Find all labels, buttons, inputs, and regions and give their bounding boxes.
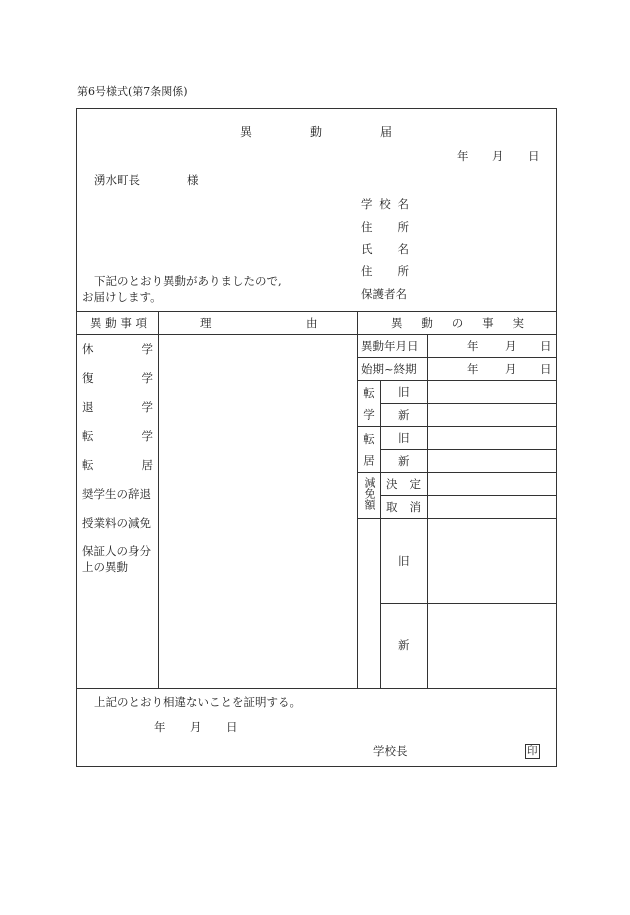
form-label: 第6号様式(第7条関係) xyxy=(77,85,188,98)
address-label: 住 所 xyxy=(361,220,409,234)
name-label: 氏 名 xyxy=(361,242,409,256)
guardian-name-label: 保護者名 xyxy=(361,287,407,301)
fact-guarantor-new: 新 xyxy=(398,638,410,652)
year-label: 年 xyxy=(457,149,469,163)
fact-transfer-new: 新 xyxy=(398,408,410,422)
school-name-label: 学 校 名 xyxy=(361,197,409,211)
certify-day: 日 xyxy=(226,720,238,734)
fact-relocation-label: 転居 xyxy=(362,433,376,476)
day-label: 日 xyxy=(528,149,540,163)
addressee-honorific: 様 xyxy=(187,173,199,187)
fact-reduction-label: 減免額 xyxy=(363,477,376,510)
item-relocation: 転 居 xyxy=(82,458,153,472)
certify-year: 年 xyxy=(154,720,166,734)
fact-transfer-old: 旧 xyxy=(398,385,410,399)
fact-period-label: 始期~終期 xyxy=(361,362,417,376)
seal-mark: 印 xyxy=(527,745,538,757)
fact-cancel: 取 消 xyxy=(386,500,421,514)
title-char: 動 xyxy=(310,125,323,139)
fact-period-month: 月 xyxy=(505,362,517,376)
addressee-name: 湧水町長 xyxy=(94,173,140,187)
fact-transfer-school-label: 転学 xyxy=(362,387,376,430)
item-withdraw: 退 学 xyxy=(82,400,153,414)
title-char: 異 xyxy=(240,125,253,139)
fact-date-label: 異動年月日 xyxy=(361,339,419,353)
certify-text: 上記のとおり相違ないことを証明する。 xyxy=(94,695,301,709)
item-leave: 休 学 xyxy=(82,342,153,356)
item-guarantor-change-1: 保証人の身分 xyxy=(82,544,151,558)
month-label: 月 xyxy=(492,149,504,163)
item-guarantor-change-2: 上の異動 xyxy=(82,560,128,574)
principal-label: 学校長 xyxy=(373,744,408,758)
fact-date-year: 年 xyxy=(467,339,479,353)
fact-decide: 決 定 xyxy=(386,477,421,491)
fact-period-year: 年 xyxy=(467,362,479,376)
item-tuition-reduction: 授業料の減免 xyxy=(82,516,151,530)
item-return: 復 学 xyxy=(82,371,153,385)
header-item: 異 動 事 項 xyxy=(90,316,147,330)
item-scholarship-decline: 奨学生の辞退 xyxy=(82,487,151,501)
title-char: 届 xyxy=(380,125,393,139)
header-fact: 異 動 の 事 実 xyxy=(391,316,524,330)
fact-relocation-new: 新 xyxy=(398,454,410,468)
fact-relocation-old: 旧 xyxy=(398,431,410,445)
fact-guarantor-old: 旧 xyxy=(398,554,410,568)
fact-period-day: 日 xyxy=(540,362,552,376)
fact-date-day: 日 xyxy=(540,339,552,353)
intro-line-2: お届けします。 xyxy=(82,290,162,304)
intro-line-1: 下記のとおり異動がありましたので, xyxy=(94,274,282,288)
certify-month: 月 xyxy=(190,720,202,734)
fact-date-month: 月 xyxy=(505,339,517,353)
item-transfer-school: 転 学 xyxy=(82,429,153,443)
guardian-address-label: 住 所 xyxy=(361,264,409,278)
